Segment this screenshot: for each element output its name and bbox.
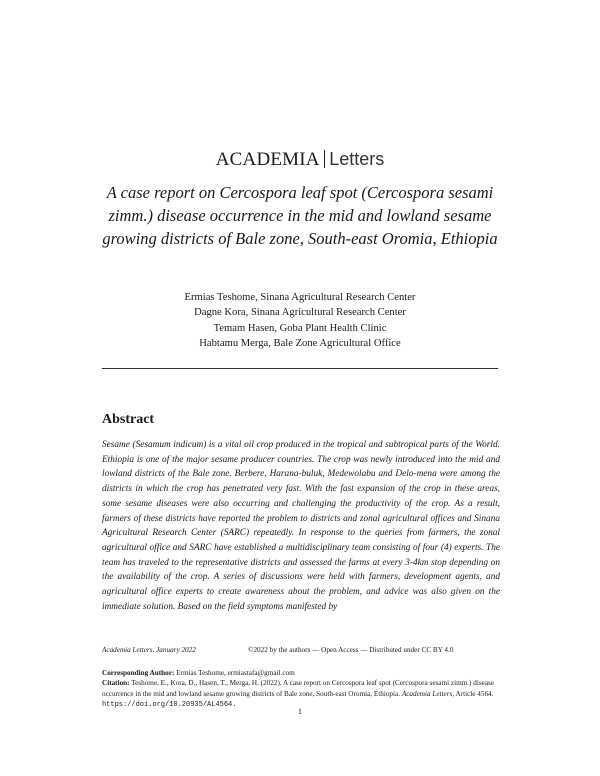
author-line: Temam Hasen, Goba Plant Health Clinic	[213, 322, 387, 334]
academia-letters-logo	[0, 148, 600, 171]
footer-meta	[102, 645, 500, 655]
abstract-body: Sesame (Sesamum indicum) is a vital oil crop produced in the tropical and subtropical parts of the World. Ethiopia is one of the major sesame producer countries. The crop was newly introduced into the mid and lowland districts of the Bale zone. Berbere, Harana-buluk, Medewolabu and Delo-mena were among the districts in which the crop has penetrated very fast. With the fast expansion of the crop in these areas, some sesame diseases were also occurring and challenging the productivity of the crop. As a result, farmers of these districts have reported the problem to districts and zonal agricultural offices and Sinana Agricultural Research Center (SARC) repeatedly. In response to the queries from farmers, the zonal agricultural office and SARC have established a multidisciplinary team consisting of four (4) experts. The team has traveled to the representative districts and assessed the farms at every 3-4km stop depending on the availability of the crop. A series of discussions were held with farmers, development agents, and agricultural office experts to create awareness about the problem, and advice was also given on the immediate solution. Based on the field symptoms manifested by	[102, 440, 500, 612]
author-line: Habtamu Merga, Bale Zone Agricultural Office	[199, 337, 401, 349]
citation	[102, 678, 502, 710]
corresponding-value[interactable]: Ermias Teshome, ermiastafa@gmail.com	[176, 669, 295, 677]
citation-label: Citation:	[102, 679, 130, 688]
citation-text: Teshome, E., Kora, D., Hasen, T., Merga, H. (2022). A case report on Cercospora leaf spot (Cercospora sesami zimm.) disease occurrence in the mid and lowland sesame growing districts of Bale zone, South-east Oromia, Ethiopia.	[102, 679, 494, 698]
citation-journal: Academia Letters	[401, 689, 453, 698]
corresponding-label: Corresponding Author:	[102, 669, 175, 677]
author-line: Ermias Teshome, Sinana Agricultural Research Center	[184, 292, 416, 303]
doi-link[interactable]: https://doi.org/10.20935/AL4564.	[102, 700, 237, 709]
journal-date: Academia Letters, January 2022	[102, 646, 196, 654]
paper-title: A case report on Cercospora leaf spot (Cercospora sesami zimm.) disease occurrence in the mid and lowland sesame growing districts of Bale zone, South-east Oromia, Ethiopia	[102, 183, 498, 248]
author-list	[0, 290, 600, 351]
brand-name: ACADEMIA	[215, 149, 320, 170]
license-notice: ©2022 by the authors — Open Access — Distributed under CC BY 4.0	[248, 646, 454, 654]
author-line: Dagne Kora, Sinana Agricultural Research Center	[194, 307, 406, 319]
brand-separator	[324, 150, 326, 168]
citation-article: , Article 4564.	[452, 689, 494, 698]
footer-citation-block	[102, 668, 502, 710]
page-number: 1	[298, 707, 302, 716]
header-divider	[102, 368, 498, 369]
corresponding-author	[102, 668, 502, 678]
brand-section: Letters	[329, 149, 385, 169]
abstract-heading: Abstract	[102, 412, 155, 427]
